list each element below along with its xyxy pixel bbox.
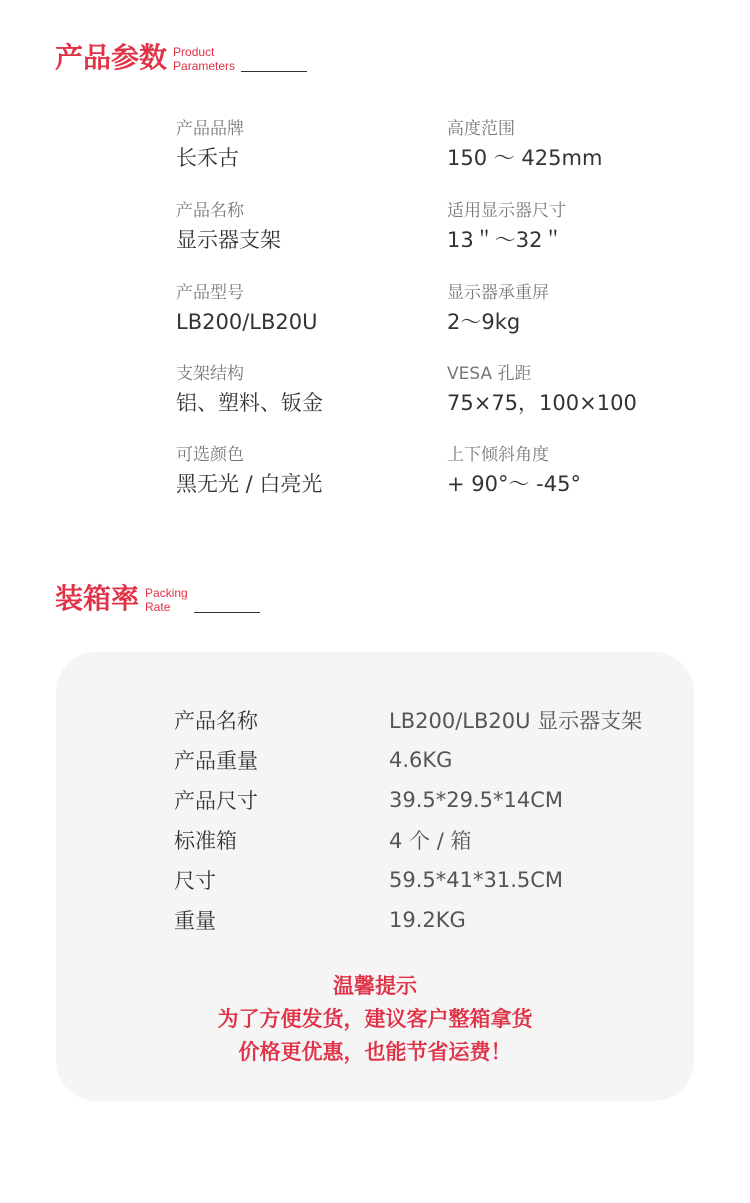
params-title-cn: 产品参数 — [55, 41, 168, 74]
packing-value: 4.6KG — [389, 748, 453, 772]
packing-title-en-line2: Rate — [145, 600, 171, 614]
tip-line: 为了方便发货，建议客户整箱拿货 — [217, 1007, 533, 1031]
packing-table — [174, 700, 674, 940]
param-value: 黑无光 / 白亮光 — [176, 472, 323, 496]
param-brand — [176, 117, 416, 175]
param-value: 长禾古 — [176, 146, 239, 170]
param-label: 产品型号 — [176, 283, 244, 303]
packing-title-divider — [194, 612, 260, 613]
packing-value: 19.2KG — [389, 908, 466, 932]
param-tilt — [447, 443, 687, 501]
table-row — [174, 860, 674, 900]
packing-key: 标准箱 — [174, 829, 237, 853]
param-label: 适用显示器尺寸 — [447, 201, 566, 221]
params-section-heading — [55, 42, 307, 74]
param-structure — [176, 362, 416, 420]
packing-value: LB200/LB20U 显示器支架 — [389, 709, 643, 733]
packing-value: 4 个 / 箱 — [389, 829, 472, 853]
params-title-en — [173, 45, 235, 74]
table-row — [174, 900, 674, 940]
param-load — [447, 281, 687, 339]
packing-key: 产品重量 — [174, 749, 258, 773]
param-label: 产品名称 — [176, 201, 244, 221]
packing-key: 产品尺寸 — [174, 789, 258, 813]
params-title-en-line1: Product — [173, 45, 215, 59]
packing-title-en — [145, 586, 188, 615]
tip-title: 温馨提示 — [333, 974, 417, 998]
param-label: VESA 孔距 — [447, 364, 532, 384]
param-label: 上下倾斜角度 — [447, 445, 549, 465]
param-height-range — [447, 117, 687, 175]
packing-value: 39.5*29.5*14CM — [389, 788, 564, 812]
param-value: + 90°～ -45° — [447, 472, 581, 496]
param-label: 高度范围 — [447, 119, 515, 139]
table-row — [174, 740, 674, 780]
packing-value: 59.5*41*31.5CM — [389, 868, 564, 892]
params-title-en-line2: Parameters — [173, 59, 236, 73]
param-value: 铝、塑料、钣金 — [176, 391, 323, 415]
param-label: 可选颜色 — [176, 445, 244, 465]
param-model — [176, 281, 416, 339]
packing-title-cn: 装箱率 — [55, 582, 140, 615]
table-row — [174, 700, 674, 740]
param-label: 产品品牌 — [176, 119, 244, 139]
tip-line: 价格更优惠，也能节省运费！ — [238, 1040, 512, 1064]
packing-card — [56, 652, 694, 1101]
param-label: 显示器承重屏 — [447, 283, 549, 303]
param-product-name — [176, 199, 416, 257]
table-row — [174, 820, 674, 860]
packing-key: 重量 — [174, 909, 216, 933]
packing-key: 产品名称 — [174, 709, 258, 733]
packing-section-heading — [55, 583, 260, 615]
param-value: 75×75，100×100 — [447, 391, 637, 415]
warm-tip — [56, 970, 694, 1069]
param-colors — [176, 443, 416, 501]
packing-key: 尺寸 — [174, 869, 216, 893]
param-value: LB200/LB20U — [176, 310, 318, 334]
param-value: 显示器支架 — [176, 228, 281, 252]
param-monitor-size — [447, 199, 687, 257]
param-vesa — [447, 362, 687, 420]
table-row — [174, 780, 674, 820]
packing-title-en-line1: Packing — [145, 586, 188, 600]
params-title-divider — [241, 71, 307, 72]
param-value: 13＂～32＂ — [447, 228, 564, 252]
param-label: 支架结构 — [176, 364, 244, 384]
param-value: 150 ～ 425mm — [447, 146, 603, 170]
param-value: 2～9kg — [447, 310, 521, 334]
